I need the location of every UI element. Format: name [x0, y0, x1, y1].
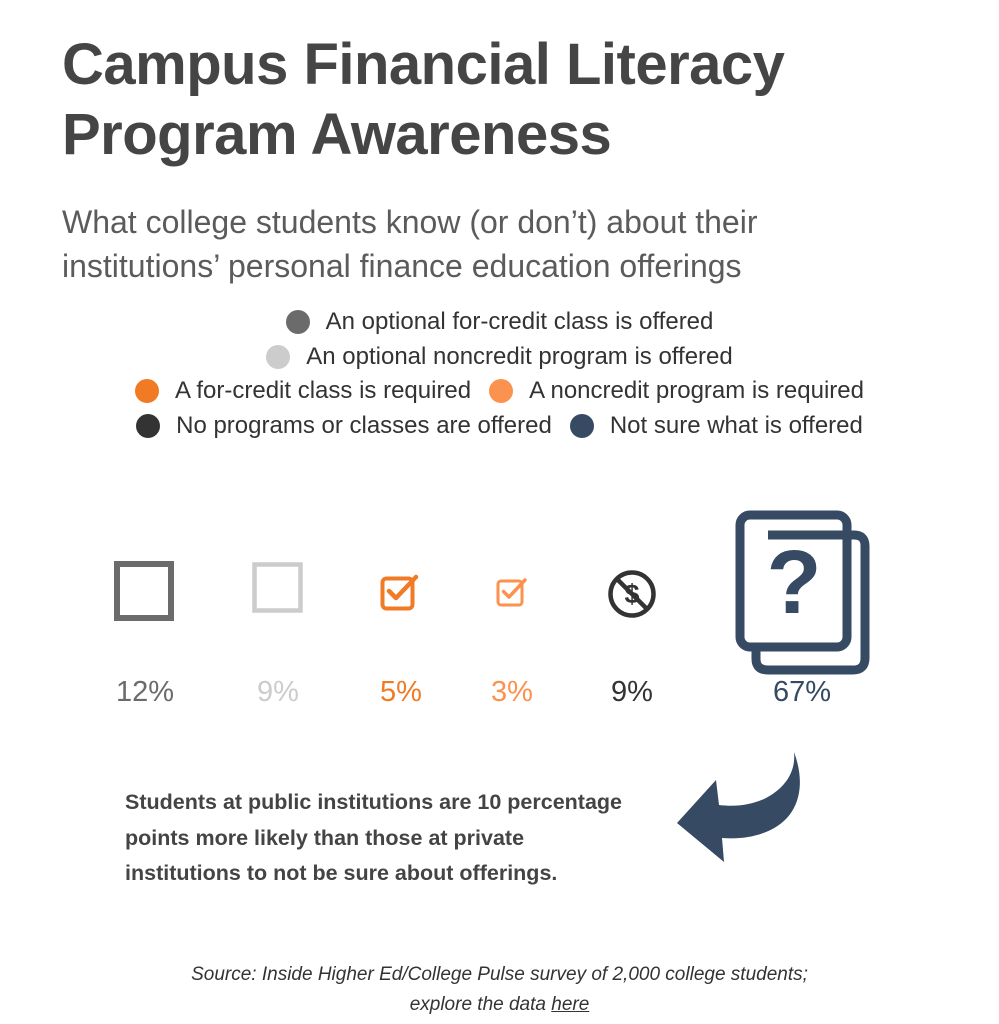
- legend-swatch: [266, 345, 290, 369]
- legend-row: [0, 340, 999, 375]
- legend-item-required-noncredit: [489, 377, 864, 405]
- percent-label: 9%: [257, 676, 299, 708]
- legend-swatch: [135, 379, 159, 403]
- percent-label: 3%: [491, 676, 533, 708]
- legend-label: Not sure what is offered: [609, 411, 863, 439]
- source-line-1: Source: Inside Higher Ed/College Pulse survey of 2,000 college students;: [191, 964, 808, 985]
- legend-item-not-sure: [570, 412, 863, 440]
- icon-stroke: [255, 565, 301, 611]
- subtitle-line-2: institutions’ personal finance education offerings: [62, 248, 742, 284]
- empty-box-icon: [113, 560, 175, 622]
- legend-label: A noncredit program is required: [529, 377, 864, 405]
- legend-label: No programs or classes are offered: [176, 411, 552, 439]
- annotation-note: [125, 785, 685, 892]
- legend-label: A for-credit class is required: [175, 377, 472, 405]
- legend-swatch: [570, 414, 594, 438]
- note-line: institutions to not be sure about offerings.: [125, 861, 558, 885]
- subtitle: [62, 200, 942, 288]
- title-line-2: Program Awareness: [62, 102, 612, 167]
- chart-icons: [0, 505, 999, 685]
- legend-swatch: [286, 310, 310, 334]
- percent-label: 67%: [772, 676, 832, 708]
- legend-row: [0, 409, 999, 444]
- legend-label: An optional noncredit program is offered: [306, 342, 733, 370]
- icon-stroke: [117, 564, 171, 618]
- legend-swatch: [489, 379, 513, 403]
- legend-item-required-credit: [135, 377, 471, 405]
- title-line-1: Campus Financial Literacy: [62, 32, 785, 97]
- legend-item-optional-credit: [286, 308, 714, 336]
- source-prefix: explore the data: [409, 994, 552, 1015]
- checked-box-icon: [380, 571, 420, 611]
- curved-arrow-icon: [675, 752, 810, 867]
- checked-box-icon: [496, 575, 528, 607]
- subtitle-line-1: What college students know (or don’t) about their: [62, 204, 758, 240]
- note-line: Students at public institutions are 10 percentage: [125, 790, 622, 814]
- no-money-icon: [606, 568, 658, 620]
- legend-label: An optional for-credit class is offered: [325, 308, 714, 336]
- icon-fill: $: [624, 579, 640, 609]
- question-document-icon: [735, 510, 872, 675]
- legend-swatch: [136, 414, 160, 438]
- explore-data-link[interactable]: here: [551, 994, 590, 1015]
- legend-item-none-offered: [136, 412, 552, 440]
- legend-item-optional-noncredit: [266, 343, 732, 371]
- page-title: [62, 30, 962, 170]
- empty-box-icon: [251, 561, 305, 615]
- source-line-2: [0, 990, 999, 1020]
- legend-row: [0, 305, 999, 340]
- percent-label: 9%: [611, 676, 653, 708]
- percent-label: 5%: [380, 676, 422, 708]
- legend-row: [0, 374, 999, 409]
- source-note: [0, 960, 999, 1020]
- note-line: points more likely than those at private: [125, 825, 525, 850]
- percent-label: 12%: [115, 676, 175, 708]
- icon-fill: [677, 752, 800, 862]
- icon-fill: ?: [766, 533, 822, 633]
- legend: [0, 305, 999, 443]
